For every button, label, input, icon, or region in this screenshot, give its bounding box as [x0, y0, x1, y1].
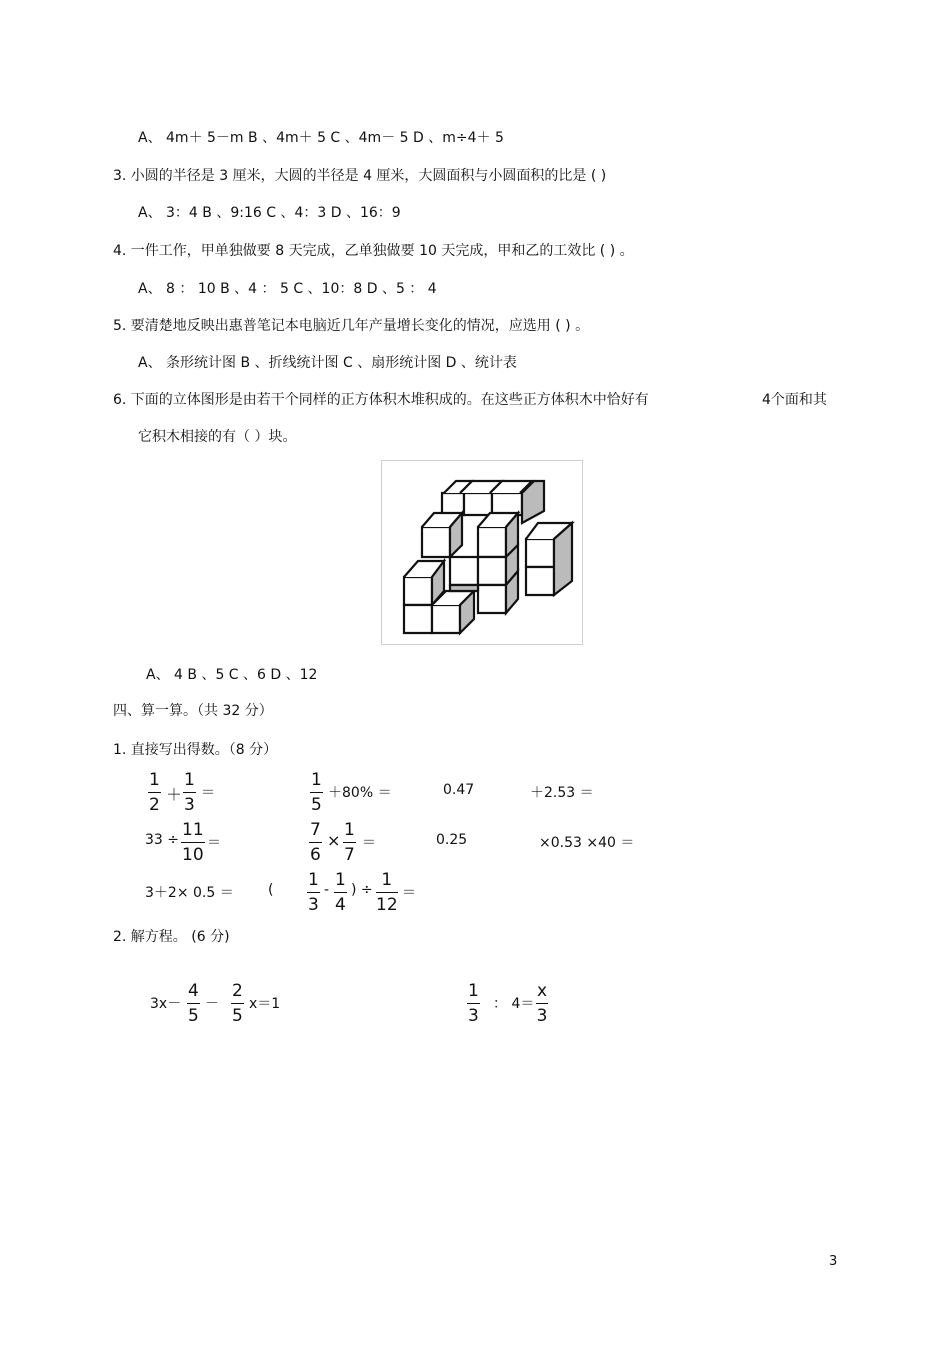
q6-stem-line1-tail: 4个面和其 — [762, 392, 827, 408]
denominator: 2 — [149, 795, 160, 815]
frac-x-3 — [536, 982, 548, 1026]
q4-stem: 4. 一件工作，甲单独做要 8 天完成，乙单独做要 10 天完成，甲和乙的工效比 ( ) 。 — [113, 243, 634, 259]
denominator: 7 — [344, 845, 355, 865]
denominator: 3 — [468, 1006, 479, 1026]
frac-1-3 — [183, 771, 196, 815]
expr-3-plus-2-times-0-5: 3＋2× 0.5 ＝ — [145, 885, 234, 901]
q4-options: A、 8 ： 10 B 、4 ： 5 C 、10：8 D 、5 ： 4 — [138, 281, 437, 297]
q6-stem-line2: 它积木相接的有（ ）块。 — [138, 429, 297, 445]
denominator: 5 — [232, 1006, 243, 1026]
q3-stem: 3. 小圆的半径是 3 厘米，大圆的半径是 4 厘米，大圆面积与小圆面积的比是 ( ) — [113, 168, 607, 184]
numerator: 1 — [307, 871, 320, 893]
denominator: 5 — [188, 1006, 199, 1026]
frac-1-3 — [307, 871, 320, 915]
q2-options: A、 4m＋ 5－m B 、4m＋ 5 C 、4m－ 5 D 、m÷4＋ 5 — [138, 130, 504, 146]
plus-sign: ＋ — [166, 785, 183, 804]
equals-sign: ＝ — [201, 785, 215, 801]
section4-sub2: 2. 解方程。 (6 分) — [113, 929, 230, 945]
times-sign: × — [327, 831, 341, 850]
numerator: 1 — [343, 821, 356, 843]
denominator: 12 — [376, 895, 398, 915]
plus-2-53: ＋2.53 ＝ — [530, 785, 594, 801]
eq1-3x-minus: 3x－ — [150, 996, 182, 1012]
value-0-47: 0.47 — [443, 782, 475, 798]
minus-sign: - — [324, 882, 330, 898]
minus-sign: － — [205, 996, 219, 1012]
denominator: 4 — [335, 895, 346, 915]
numerator: 2 — [231, 982, 244, 1004]
q6-stem-line1: 6. 下面的立体图形是由若干个同样的正方体积木堆积成的。在这些正方体积木中恰好有 — [113, 392, 649, 408]
denominator: 5 — [311, 795, 322, 815]
plus-80-percent: ＋80% ＝ — [328, 785, 392, 801]
q3-options: A、 3：4 B 、9:16 C 、4：3 D 、16：9 — [138, 205, 401, 221]
denominator: 3 — [536, 1006, 548, 1026]
numerator: x — [536, 982, 548, 1004]
numerator: 1 — [376, 871, 398, 893]
numerator: 1 — [334, 871, 347, 893]
section4-title: 四、算一算。（共 32 分） — [113, 703, 273, 719]
numerator: 1 — [467, 982, 480, 1004]
denominator: 6 — [310, 845, 321, 865]
cube-stack-drawing — [382, 461, 582, 644]
numerator: 1 — [310, 771, 323, 793]
numerator: 11 — [181, 821, 205, 843]
numerator: 4 — [187, 982, 200, 1004]
denominator: 3 — [184, 795, 195, 815]
equals-sign: ＝ — [362, 835, 376, 851]
frac-1-7 — [343, 821, 356, 865]
numerator: 1 — [183, 771, 196, 793]
left-paren: ( — [268, 882, 274, 898]
eq2-ratio-4-equals: ： 4＝ — [493, 996, 535, 1012]
frac-1-2 — [148, 771, 161, 815]
section4-sub1: 1. 直接写出得数。（8 分） — [113, 742, 278, 758]
numerator: 1 — [148, 771, 161, 793]
frac-7-6 — [309, 821, 322, 865]
frac-1-12 — [376, 871, 398, 915]
frac-1-3 — [467, 982, 480, 1026]
numerator: 7 — [309, 821, 322, 843]
frac-11-10 — [181, 821, 205, 865]
frac-2-5 — [231, 982, 244, 1026]
value-0-25: 0.25 — [436, 832, 468, 848]
frac-1-5 — [310, 771, 323, 815]
equals-sign: ＝ — [207, 835, 221, 851]
q5-stem: 5. 要清楚地反映出惠普笔记本电脑近几年产量增长变化的情况，应选用 ( ) 。 — [113, 318, 590, 334]
right-paren-divide: ) ÷ — [351, 882, 373, 898]
denominator: 10 — [182, 845, 204, 865]
q5-options: A、 条形统计图 B 、折线统计图 C 、扇形统计图 D 、统计表 — [138, 355, 517, 371]
eq1-x-equals-1: x＝1 — [249, 996, 281, 1012]
frac-4-5 — [187, 982, 200, 1026]
q6-options: A、 4 B 、5 C 、6 D 、12 — [146, 667, 318, 683]
frac-1-4 — [334, 871, 347, 915]
value-33-div: 33 ÷ — [145, 832, 179, 848]
denominator: 3 — [308, 895, 319, 915]
page-number: 3 — [829, 1254, 838, 1269]
cube-stack-figure — [381, 460, 583, 645]
equals-sign: ＝ — [402, 885, 416, 901]
times-0-53-times-40: ×0.53 ×40 ＝ — [539, 835, 635, 851]
